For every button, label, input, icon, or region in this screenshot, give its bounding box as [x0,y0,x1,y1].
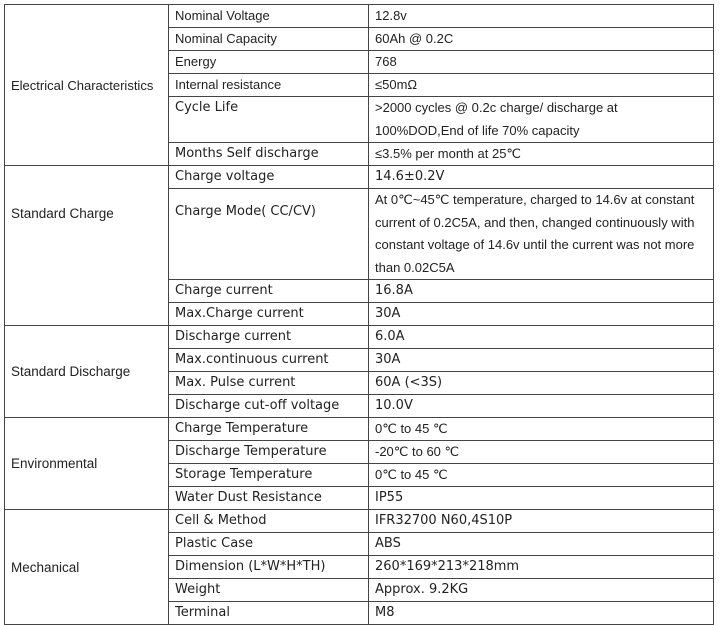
param-value: ABS [369,533,714,556]
battery-spec-table [4,4,714,625]
param-label: Nominal Voltage [169,5,369,28]
param-value: 6.0A [369,326,714,349]
param-label: Cycle Life [169,97,369,143]
param-label: Max.continuous current [169,349,369,372]
param-value: 60Ah @ 0.2C [369,28,714,51]
param-value: 10.0V [369,395,714,418]
param-value: M8 [369,602,714,625]
table-row [5,326,714,349]
param-value: 0℃ to 45 ℃ [369,418,714,441]
param-label: Energy [169,51,369,74]
param-label: Charge voltage [169,166,369,189]
param-label: Internal resistance [169,74,369,97]
param-label: Max. Pulse current [169,372,369,395]
param-value: 260*169*213*218mm [369,556,714,579]
param-label: Terminal [169,602,369,625]
param-value: 14.6±0.2V [369,166,714,189]
param-value: At 0℃~45℃ temperature, charged to 14.6v at constant current of 0.2C5A, and then, changed continuously with constant voltage of 14.6v until the current was not more than 0.02C5A [369,189,714,280]
group-label-standard-charge: Standard Charge [5,166,169,326]
param-label: Dimension (L*W*H*TH) [169,556,369,579]
param-label: Discharge cut-off voltage [169,395,369,418]
param-label: Plastic Case [169,533,369,556]
table-row [5,166,714,189]
param-value: IP55 [369,487,714,510]
table-row [5,418,714,441]
param-value: 0℃ to 45 ℃ [369,464,714,487]
param-label: Cell & Method [169,510,369,533]
param-value: 30A [369,303,714,326]
param-label: Discharge Temperature [169,441,369,464]
param-value: 768 [369,51,714,74]
param-value: ≤50mΩ [369,74,714,97]
param-value: 60A (<3S) [369,372,714,395]
param-label: Charge Temperature [169,418,369,441]
param-label: Nominal Capacity [169,28,369,51]
group-label-environmental: Environmental [5,418,169,510]
param-label: Storage Temperature [169,464,369,487]
group-label-electrical: Electrical Characteristics [5,5,169,166]
param-label: Months Self discharge [169,143,369,166]
param-label: Charge current [169,280,369,303]
param-value: >2000 cycles @ 0.2c charge/ discharge at 100%DOD,End of life 70% capacity [369,97,714,143]
group-label-standard-discharge: Standard Discharge [5,326,169,418]
param-value: -20℃ to 60 ℃ [369,441,714,464]
param-label: Water Dust Resistance [169,487,369,510]
param-value: Approx. 9.2KG [369,579,714,602]
param-value: 12.8v [369,5,714,28]
param-value: 16.8A [369,280,714,303]
param-value: ≤3.5% per month at 25℃ [369,143,714,166]
param-label: Discharge current [169,326,369,349]
param-label: Charge Mode( CC/CV) [169,189,369,280]
group-label-mechanical: Mechanical [5,510,169,625]
table-row [5,510,714,533]
param-label: Max.Charge current [169,303,369,326]
table-row [5,5,714,28]
param-label: Weight [169,579,369,602]
param-value: IFR32700 N60,4S10P [369,510,714,533]
param-value: 30A [369,349,714,372]
